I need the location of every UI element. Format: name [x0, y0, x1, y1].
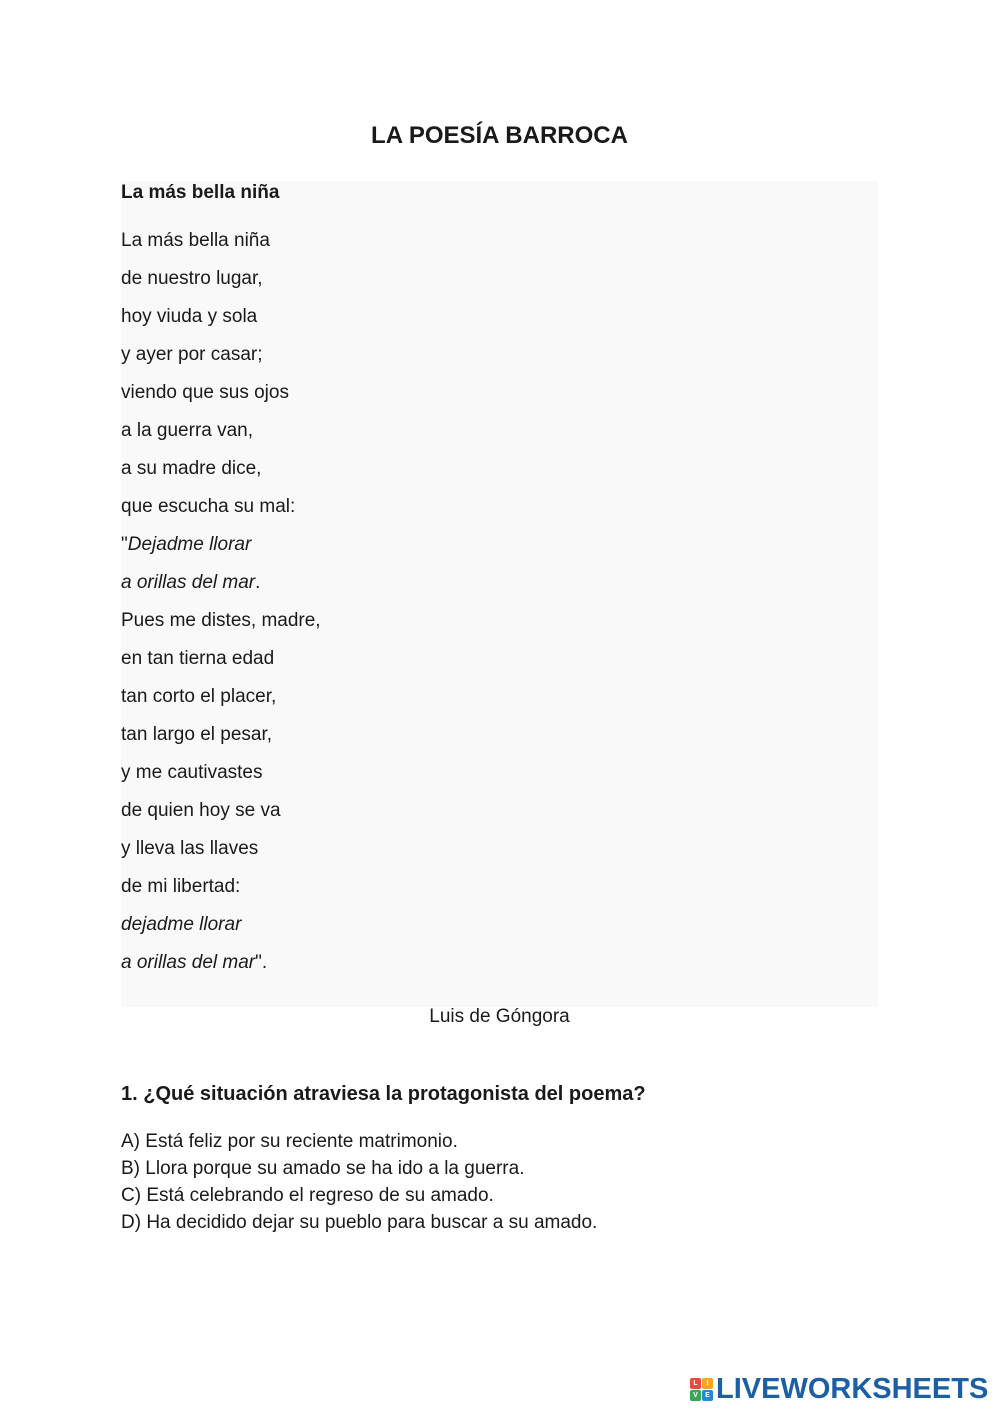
question-title: 1. ¿Qué situación atraviesa la protagonista del poema? [121, 1083, 646, 1105]
answer-option-a: A) Está feliz por su reciente matrimonio. [121, 1131, 458, 1152]
poem-verse [121, 531, 321, 569]
poem-box [121, 181, 878, 1007]
verse-text: y ayer por casar; [121, 344, 263, 365]
verse-text: y me cautivastes [121, 762, 263, 783]
verse-text: en tan tierna edad [121, 648, 275, 669]
verse-text: de nuestro lugar, [121, 268, 263, 289]
poem-verse [121, 873, 321, 911]
logo-mark-l: L [690, 1378, 701, 1389]
poem-verse [121, 303, 321, 341]
poem-verses [121, 227, 321, 987]
poem-verse [121, 645, 321, 683]
poem-verse [121, 683, 321, 721]
verse-text: La más bella niña [121, 230, 270, 251]
answer-option-d: D) Ha decidido dejar su pueblo para buscar a su amado. [121, 1212, 598, 1233]
poem-verse [121, 911, 321, 949]
logo-mark-v: V [690, 1390, 701, 1401]
poem-verse [121, 265, 321, 303]
verse-text: hoy viuda y sola [121, 306, 258, 327]
poem-verse [121, 455, 321, 493]
logo-icon [690, 1378, 713, 1401]
verse-text: y lleva las llaves [121, 838, 259, 859]
logo-text: LIVEWORKSHEETS [716, 1372, 989, 1405]
poem-verse [121, 835, 321, 873]
verse-text: Pues me distes, madre, [121, 610, 321, 631]
answer-options [121, 1128, 597, 1236]
verse-italic-text: Dejadme llorar [127, 534, 252, 555]
poem-verse [121, 721, 321, 759]
liveworksheets-logo[interactable] [690, 1374, 988, 1404]
verse-text: que escucha su mal: [121, 496, 296, 517]
verse-italic-text: a orillas del mar [121, 952, 256, 973]
verse-text: tan largo el pesar, [121, 724, 273, 745]
verse-trailing-text: ". [255, 952, 268, 973]
poem-author: Luis de Góngora [429, 1006, 570, 1027]
poem-verse [121, 493, 321, 531]
logo-mark-i: I [702, 1378, 713, 1389]
verse-text: a su madre dice, [121, 458, 262, 479]
poem-verse [121, 759, 321, 797]
verse-text: tan corto el placer, [121, 686, 277, 707]
answer-option-b: B) Llora porque su amado se ha ido a la guerra. [121, 1158, 525, 1179]
page-title: LA POESÍA BARROCA [371, 122, 628, 149]
verse-text: de quien hoy se va [121, 800, 281, 821]
verse-text: a la guerra van, [121, 420, 254, 441]
poem-verse [121, 379, 321, 417]
verse-trailing-text: . [255, 572, 261, 593]
poem-verse [121, 569, 321, 607]
poem-heading: La más bella niña [121, 182, 280, 203]
verse-text: de mi libertad: [121, 876, 241, 897]
poem-verse [121, 607, 321, 645]
poem-verse [121, 949, 321, 987]
verse-italic-text: a orillas del mar [121, 572, 256, 593]
poem-verse [121, 417, 321, 455]
answer-option-c: C) Está celebrando el regreso de su amado. [121, 1185, 494, 1206]
poem-verse [121, 797, 321, 835]
verse-text: " [121, 534, 128, 555]
logo-mark-e: E [702, 1390, 713, 1401]
verse-italic-text: dejadme llorar [121, 914, 242, 935]
poem-verse [121, 341, 321, 379]
verse-text: viendo que sus ojos [121, 382, 289, 403]
poem-verse [121, 227, 321, 265]
